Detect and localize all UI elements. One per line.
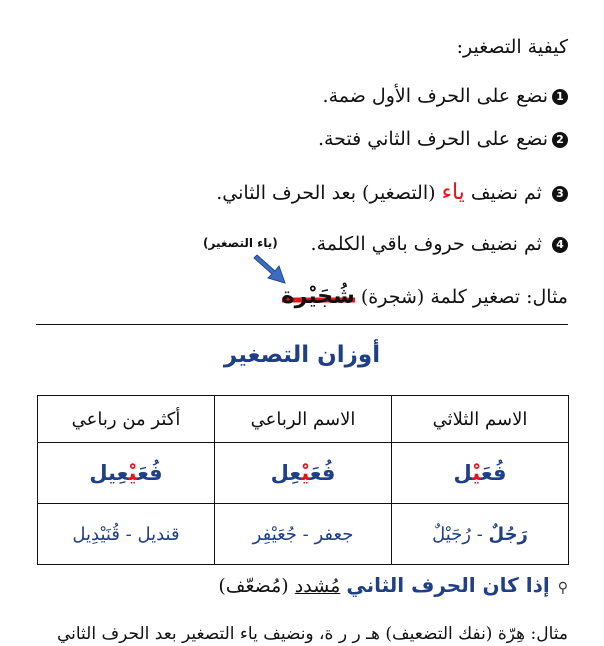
number-bullet: 3 <box>552 186 568 202</box>
header-cell: الاسم الثلاثي <box>392 396 569 443</box>
number-bullet: 1 <box>552 89 568 105</box>
case-heading <box>218 573 568 597</box>
example-line <box>36 284 568 309</box>
example-cell: رَجُلٌ - رُجَيْلٌ <box>392 504 569 565</box>
weights-table <box>37 395 569 565</box>
divider <box>36 324 568 325</box>
step-text: نضع على الحرف الأول ضمة. <box>322 85 548 107</box>
weights-title: أوزان التصغير <box>223 342 381 368</box>
pattern-row <box>38 443 569 504</box>
step-3 <box>36 180 568 205</box>
table-header-row <box>38 396 569 443</box>
last-line: مثال: هِرّة (نفك التضعيف) هـ ر ر ة، ونضيف ياء التصغير بعد الحرف الثاني <box>56 624 568 644</box>
case-heading-bold: إذا كان الحرف الثاني <box>346 573 550 597</box>
step-1 <box>36 85 568 107</box>
example-text: مثال: تصغير كلمة (شجرة) <box>360 286 568 308</box>
example-result-word: شُجَيْرة <box>281 284 355 309</box>
header-cell: الاسم الرباعي <box>215 396 392 443</box>
ya-highlight: ياء <box>441 180 465 205</box>
step-text-rest: (التصغير) بعد الحرف الثاني. <box>216 182 436 204</box>
pattern-cell: فُعَيْعِيل <box>38 443 215 504</box>
example-cell: قنديل - قُنَيْدِيل <box>38 504 215 565</box>
step-2 <box>36 128 568 150</box>
step-text: نضع على الحرف الثاني فتحة. <box>317 128 548 150</box>
example-result <box>282 284 355 309</box>
pattern-cell: فُعَيْعِل <box>215 443 392 504</box>
header-cell: أكثر من رباعي <box>38 396 215 443</box>
case-heading-rest: (مُضعّف) <box>218 575 289 597</box>
arrow-down-icon <box>253 251 291 287</box>
number-bullet: 4 <box>552 237 568 253</box>
pattern-cell: فُعَيْل <box>392 443 569 504</box>
number-bullet: 2 <box>552 132 568 148</box>
section-heading: كيفية التصغير: <box>456 36 568 58</box>
step-4 <box>36 233 568 255</box>
arrow-note: (ياء التصغير) <box>203 236 278 250</box>
example-row <box>38 504 569 565</box>
step-text: ثم نضيف <box>470 182 542 204</box>
step-text: ثم نضيف حروف باقي الكلمة. <box>310 233 542 255</box>
case-heading-underlined: مُشدد <box>294 575 341 597</box>
example-cell: جعفر - جُعَيْفِر <box>215 504 392 565</box>
paperclip-icon: ⚲ <box>557 580 568 596</box>
